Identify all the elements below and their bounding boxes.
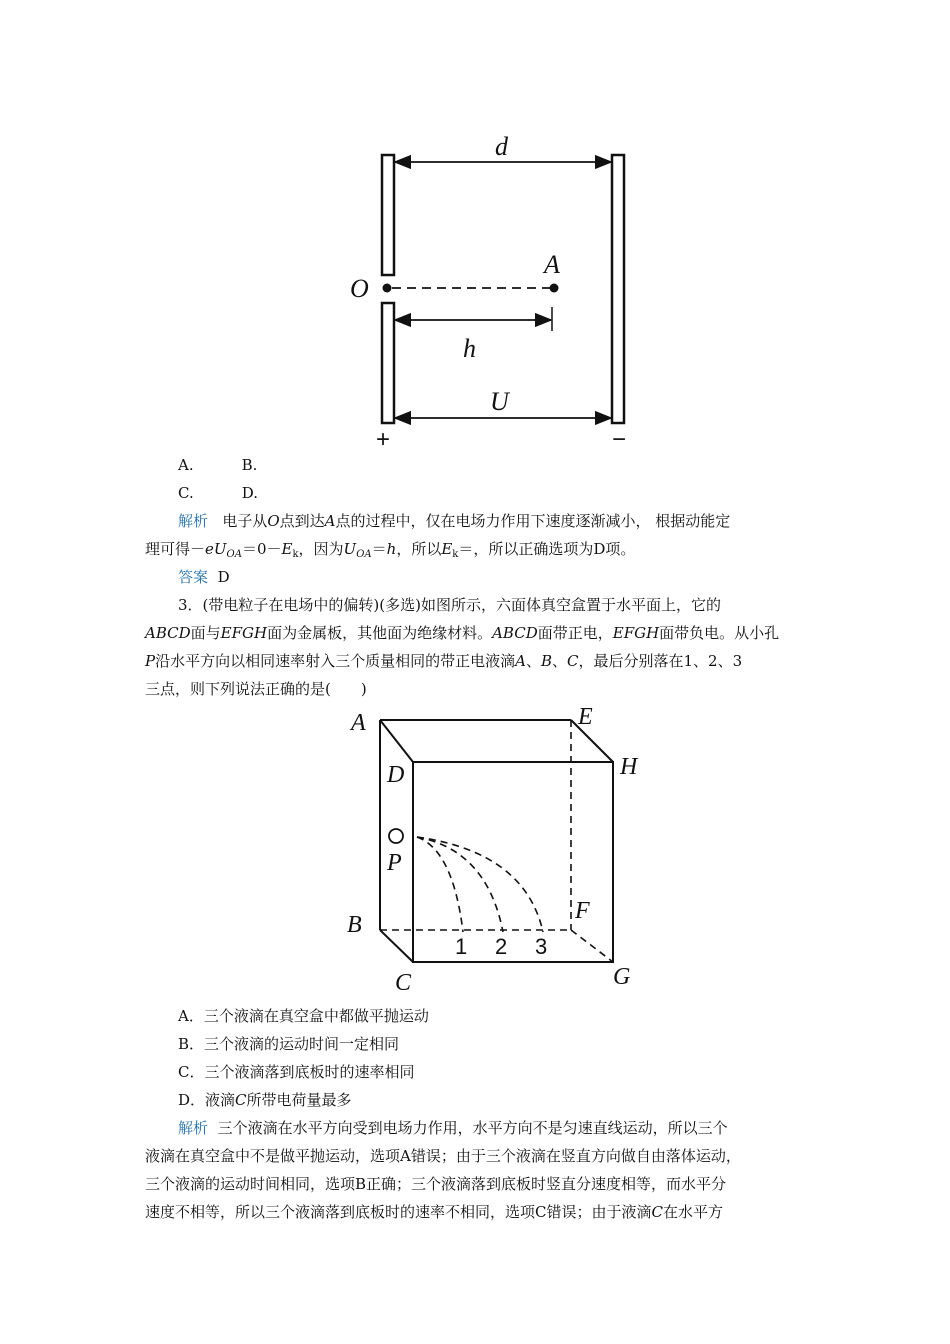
figure-vacuum-box [335, 700, 655, 1000]
edge-fg-dashed [571, 930, 613, 962]
q2-options-row2: C. D. [178, 484, 258, 502]
label-e: E [578, 704, 593, 730]
analysis-label: 解析 [178, 1119, 209, 1137]
trajectory-1 [417, 837, 463, 932]
q3-stem-line2: ABCD面与EFGH面为金属板，其他面为绝缘材料。ABCD面带正电，EFGH面带负电。从小孔 [145, 624, 780, 642]
point-o [383, 284, 392, 293]
label-plus: + [376, 426, 391, 453]
label-3: 3 [535, 934, 548, 959]
label-a: A [351, 710, 366, 736]
q2-options-row1: A. B. [178, 456, 258, 474]
label-1: 1 [455, 934, 468, 959]
edge-bc [380, 930, 413, 962]
label-2: 2 [495, 934, 508, 959]
q3-stem-line1: 3．(带电粒子在电场中的偏转)(多选)如图所示，六面体真空盒置于水平面上，它的 [178, 596, 721, 614]
label-minus: − [612, 426, 627, 453]
q3-analysis-line3: 三个液滴的运动时间相同，选项B正确；三个液滴落到底板时竖直分速度相等，而水平分 [145, 1175, 727, 1193]
q3-stem-line3: P沿水平方向以相同速率射入三个质量相同的带正电液滴A、B、C，最后分别落在1、2、3 [145, 652, 743, 670]
analysis-label: 解析 [178, 512, 209, 530]
label-h: h [463, 334, 476, 363]
label-p: P [387, 850, 402, 876]
label-b: B [347, 912, 362, 938]
q3-analysis-line1: 解析 三个液滴在水平方向受到电场力作用，水平方向不是匀速直线运动，所以三个 [178, 1119, 728, 1137]
label-h: H [620, 754, 638, 780]
figure-parallel-plates [330, 125, 650, 455]
label-u: U [490, 387, 509, 416]
trajectory-2 [417, 837, 503, 932]
q3-option-b: B．三个液滴的运动时间一定相同 [178, 1035, 400, 1053]
label-f: F [575, 898, 590, 924]
label-g: G [613, 964, 631, 990]
hole-p [389, 829, 403, 843]
q3-option-a: A．三个液滴在真空盒中都做平抛运动 [178, 1007, 429, 1025]
q2-answer: 答案 D [178, 568, 230, 586]
q3-option-d: D．液滴C所带电荷量最多 [178, 1091, 352, 1109]
answer-label: 答案 [178, 568, 209, 586]
label-a: A [544, 250, 560, 279]
label-o: O [350, 274, 369, 303]
label-d: D [387, 762, 405, 788]
label-c: C [395, 970, 412, 996]
left-plate-lower [382, 303, 394, 423]
edge-ad [380, 720, 413, 762]
label-d: d [495, 132, 508, 161]
q3-analysis-line2: 液滴在真空盒中不是做平抛运动，选项A错误；由于三个液滴在竖直方向做自由落体运动， [145, 1147, 741, 1165]
right-plate [612, 155, 624, 423]
left-plate-upper [382, 155, 394, 275]
q3-option-c: C．三个液滴落到底板时的速率相同 [178, 1063, 415, 1081]
point-a [550, 284, 559, 293]
q2-analysis-line2: 理可得$-eU_{OA}=0-E_k$，因为$U_{OA}=h$，所以$E_k=$，所以正确选项为D项。 [145, 540, 636, 560]
q3-analysis-line4: 速度不相等，所以三个液滴落到底板时的速率不相同，选项C错误；由于液滴C在水平方 [145, 1203, 723, 1221]
q2-analysis-line1: 解析 电子从O点到达A点的过程中，仅在电场力作用下速度逐渐减小， 根据动能定 [178, 512, 731, 530]
q3-stem-line4: 三点，则下列说法正确的是( ) [145, 680, 367, 698]
